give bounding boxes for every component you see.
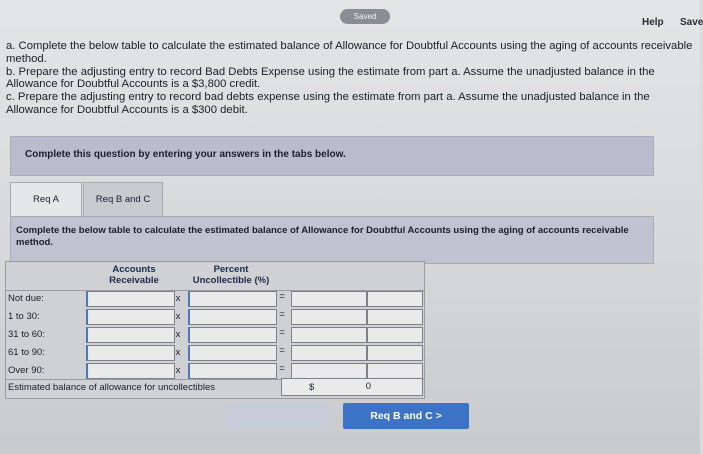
instruction-a: a. Complete the below table to calculate the estimated balance of Allowance for Doubtful Accounts using the aging of accounts receivable method.: [6, 40, 693, 65]
total-value: 0: [365, 381, 371, 392]
multiply-sign: x: [175, 347, 181, 358]
row-label: 1 to 30:: [8, 311, 40, 322]
percent-input[interactable]: [188, 291, 277, 307]
percent-input[interactable]: [188, 327, 277, 343]
receivable-input[interactable]: [86, 345, 175, 361]
multiply-sign: x: [175, 365, 181, 376]
multiply-sign: x: [175, 329, 181, 340]
saved-status-badge: Saved: [340, 9, 390, 24]
header-percent-uncollectible: Percent Uncollectible (%): [192, 264, 270, 286]
banner-text: Complete this question by entering your answers in the tabs below.: [25, 149, 346, 160]
estimate-extra: [367, 309, 423, 325]
tab-req-b-and-c[interactable]: Req B and C: [83, 182, 163, 218]
equals-sign: =: [279, 327, 285, 338]
equals-sign: =: [279, 363, 285, 374]
receivable-input[interactable]: [86, 327, 175, 343]
total-label: Estimated balance of allowance for uncollectibles: [8, 382, 216, 393]
receivable-input[interactable]: [86, 363, 175, 379]
estimate-output: [291, 345, 367, 361]
row-label: Not due:: [8, 293, 44, 304]
percent-input[interactable]: [188, 363, 277, 379]
estimate-extra: [367, 345, 423, 361]
estimate-extra: [367, 363, 423, 379]
equals-sign: =: [279, 345, 285, 356]
percent-input[interactable]: [188, 345, 277, 361]
aging-table: [5, 261, 425, 399]
estimate-extra: [367, 291, 423, 307]
dollar-sign: $: [309, 382, 315, 393]
tab-req-a[interactable]: Req A: [10, 182, 82, 219]
prev-button[interactable]: [225, 403, 329, 429]
equals-sign: =: [279, 291, 285, 302]
row-label: 31 to 60:: [8, 329, 45, 340]
receivable-input[interactable]: [86, 309, 175, 325]
multiply-sign: x: [175, 293, 181, 304]
equals-sign: =: [279, 309, 285, 320]
tab-panel-header: [10, 216, 654, 264]
receivable-input[interactable]: [86, 291, 175, 307]
estimate-output: [291, 327, 367, 343]
instruction-banner: [10, 136, 654, 176]
estimate-output: [291, 309, 367, 325]
help-link[interactable]: Help: [642, 17, 664, 28]
instruction-c: c. Prepare the adjusting entry to record bad debts expense using the estimate from part a. Assume the unadjusted balance in the Allowance for Doubtful Accounts is a $300 debit.: [6, 91, 650, 116]
panel-instruction: Complete the below table to calculate the estimated balance of Allowance for Doubtful Accounts using the aging of accounts receivable method.: [16, 225, 629, 248]
estimate-output: [291, 291, 367, 307]
estimate-output: [291, 363, 367, 379]
header-accounts-receivable: Accounts Receivable: [109, 264, 159, 286]
percent-input[interactable]: [188, 309, 277, 325]
estimate-extra: [367, 327, 423, 343]
save-link[interactable]: Save: [680, 17, 703, 28]
question-instructions: [6, 40, 696, 117]
top-bar: [0, 0, 703, 34]
next-req-b-and-c-button[interactable]: Req B and C >: [343, 403, 469, 429]
multiply-sign: x: [175, 311, 181, 322]
row-label: Over 90:: [8, 365, 45, 376]
instruction-b: b. Prepare the adjusting entry to record Bad Debts Expense using the estimate from part a. Assume the unadjusted balance in the Allowance for Doubtful Accounts is a $3,800 credit.: [6, 65, 655, 91]
row-label: 61 to 90:: [8, 347, 45, 358]
